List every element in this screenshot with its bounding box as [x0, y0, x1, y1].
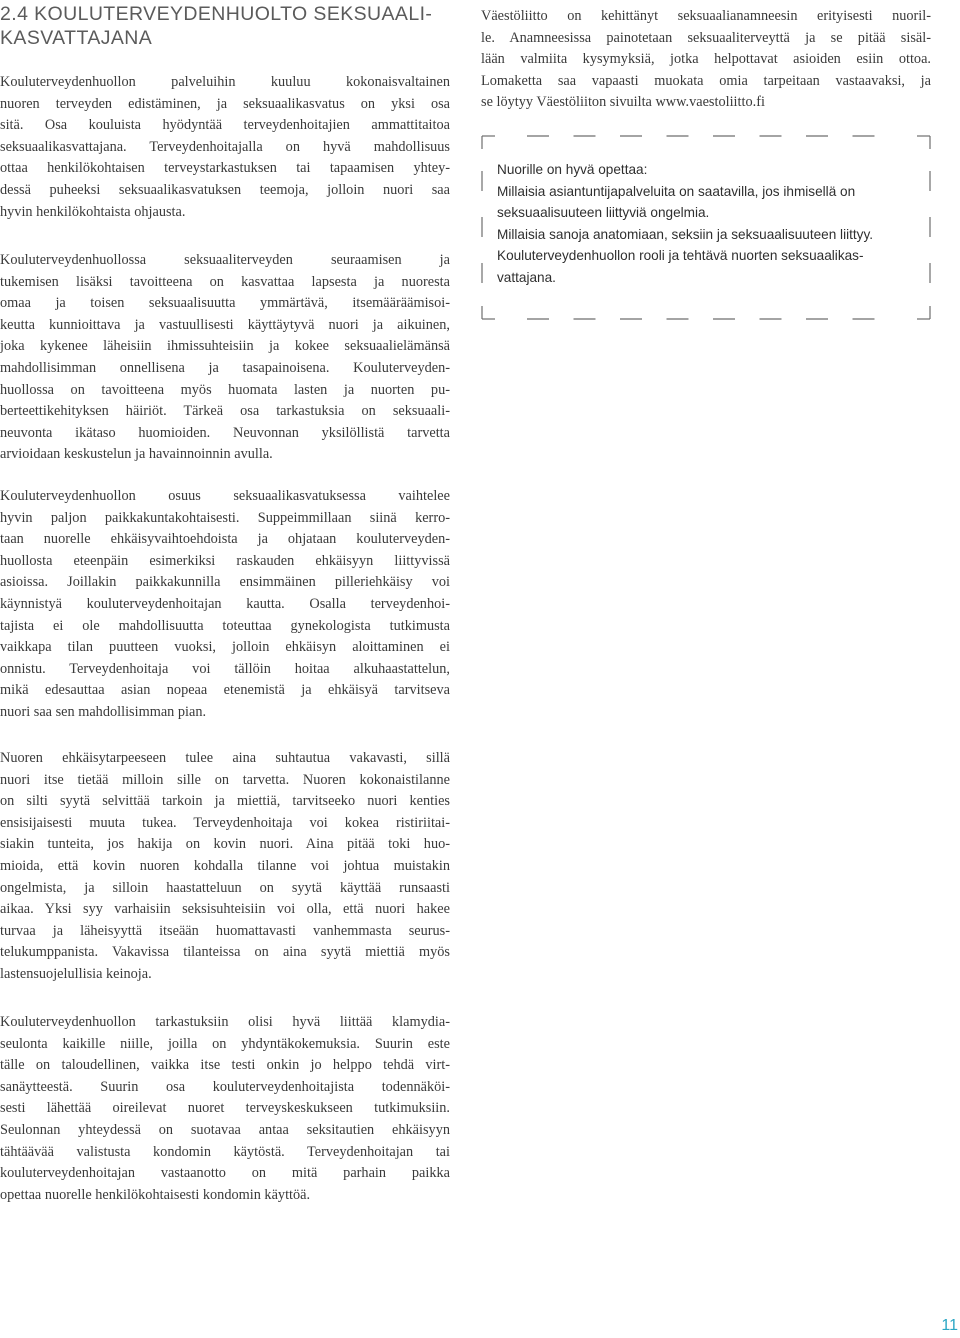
text-line: arvioidaan keskustelun ja havainnoinnin avulla. [0, 446, 273, 463]
body-paragraph [0, 486, 450, 724]
info-box-text [497, 159, 917, 288]
text-line: onnistu. Terveydenhoitaja voi tällöin hoitaa alkuhaastattelun, [0, 660, 450, 677]
heading-line: KASVATTAJANA [0, 27, 153, 49]
text-line: tukemisen lisäksi tavoitteena on kasvattaa lapsesta ja nuoresta [0, 273, 450, 290]
text-line: seulonta kaikille niille, joilla on yhdyntäkokemuksia. Suurin este [0, 1035, 450, 1052]
body-paragraph [0, 1012, 450, 1206]
text-line: ottaa henkilökohtaisen terveystarkastuksen tai tapaamisen yhtey- [0, 160, 450, 177]
page-number: 11 [941, 1317, 958, 1334]
text-line: Väestöliitto on kehittänyt seksuaalianamneesin erityisesti nuoril- [481, 8, 931, 24]
text-line: nuoren terveyden edistäminen, ja seksuaalikasvatus on yksi osa [0, 95, 450, 112]
text-line: seksuaalikasvattajana. Terveydenhoitajalla on hyvä mahdollisuus [0, 138, 450, 155]
text-line: se löytyy Väestöliiton sivuilta www.vaestoliitto.fi [481, 94, 765, 111]
info-box-line: Kouluterveydenhuollon rooli ja tehtävä nuorten seksuaalikas- [497, 248, 864, 263]
text-line: mahdollisimman onnellisena ja tasapainoisena. Kouluterveyden- [0, 359, 450, 376]
text-line: asioissa. Joillakin paikkakunnilla ensimmäinen pilleriehkäisy voi [0, 574, 450, 591]
text-line: joka kykenee läheisiin ihmissuhteisiin ja kokee seksuaalielämänsä [0, 338, 450, 355]
body-paragraph [0, 250, 450, 466]
text-line: omaa ja toisen seksuaalisuutta ymmärtävä, itsemääräämisoi- [0, 295, 450, 312]
info-box-line: Millaisia sanoja anatomiaan, seksiin ja seksuaalisuuteen liittyy. [497, 226, 874, 242]
text-line: käynnistyä kouluterveydenhoitajan kautta. Osalla terveydenhoi- [0, 595, 450, 612]
text-line: neuvonta ikätaso huomioiden. Neuvonnan yksilöllistä tarvetta [0, 424, 450, 441]
text-line: lään valmiita kysymyksiä, jotka helpottavat asioiden esiin ottoa. [481, 51, 931, 68]
info-box-line: seksuaalisuuteen liittyviä ongelmia. [497, 205, 710, 220]
text-line: taan nuorelle ehkäisyvaihtoehdoista ja ohjataan kouluterveyden- [0, 531, 450, 548]
text-line: siakin tunteita, jos hakija on kovin nuori. Aina pitää toki huo- [0, 836, 450, 853]
text-line: mioida, että kovin nuoren kohdalla tilanne voi johtua muistakin [0, 857, 450, 874]
info-box [481, 135, 931, 320]
text-line: Lomaketta saa vapaasti muokata omia tarpeitaan vastaavaksi, ja [481, 72, 931, 89]
info-box-line: vattajana. [497, 269, 556, 285]
body-paragraph [481, 6, 931, 114]
text-line: tähtäävää valistusta kondomin käytöstä. Terveydenhoitajan tai [0, 1143, 450, 1160]
info-box-line: Millaisia asiantuntijapalveluita on saatavilla, jos ihmisellä on [497, 183, 856, 199]
text-line: berteettikehityksen häiriöt. Tärkeä osa tarkastuksia on seksuaali- [0, 403, 450, 420]
text-line: Seulonnan yhteydessä on suotavaa antaa seksitautien ehkäisyyn [0, 1121, 450, 1138]
text-line: kouluterveydenhoitajan vastaanotto on mitä parhain paikka [0, 1165, 450, 1182]
text-line: sitä. Osa kouluista hyödyntää terveydenhoitajien ammattitaitoa [0, 117, 450, 134]
text-line: tälle on taloudellinen, vaikka itse testi onkin jo helppo tehdä virt- [0, 1057, 450, 1074]
text-line: dessä puheeksi seksuaalikasvatuksen teemoja, jolloin nuori saa [0, 181, 450, 198]
text-line: opettaa nuorelle henkilökohtaisesti kondomin käyttöä. [0, 1186, 311, 1203]
text-line: huollosta eteenpäin esimerkiksi raskauden ehkäisyyn liittyvissä [0, 552, 450, 569]
body-paragraph [0, 748, 450, 986]
text-line: le. Anamneesissa painotetaan seksuaaliterveyttä ja se pitää sisäl- [481, 29, 931, 46]
text-line: lastensuojelullisia keinoja. [0, 965, 152, 982]
text-line: keutta kunnioittava ja vastuullisesti käyttäytyvä nuori ja aikuinen, [0, 316, 450, 333]
info-box-title: Nuorille on hyvä opettaa: [497, 162, 648, 177]
text-line: nuori itse tietää milloin sille on tarvetta. Nuoren kokonaistilanne [0, 771, 450, 788]
text-line: Kouluterveydenhuollossa seksuaaliterveyden seuraamisen ja [0, 252, 450, 268]
text-line: sesti lähettää oireilevat nuoret terveyskeskukseen tutkimuksiin. [0, 1100, 450, 1117]
text-line: mikä edesauttaa asian nopeaa etenemistä ja ehkäisyä tarvitseva [0, 682, 450, 699]
text-line: Nuoren ehkäisytarpeeseen tulee aina suhtautua vakavasti, sillä [0, 750, 450, 766]
text-line: tajista ei ole mahdollisuutta toteuttaa gynekologista tutkimusta [0, 617, 450, 634]
text-line: Kouluterveydenhuollon osuus seksuaalikasvatuksessa vaihtelee [0, 488, 450, 504]
text-line: sanäytteestä. Suurin osa kouluterveydenhoitajista todennäköi- [0, 1078, 450, 1095]
text-line: hyvin henkilökohtaista ohjausta. [0, 203, 186, 220]
section-heading [0, 2, 452, 50]
heading-line: 2.4 KOULUTERVEYDENHUOLTO SEKSUAALI- [0, 3, 433, 25]
text-line: on silti syytä selvittää tarkoin ja miettiä, tarvitseeko nuori kenties [0, 793, 450, 810]
text-line: turvaa ja läheisyyttä itseään huomattavasti vanhemmasta seurus- [0, 922, 450, 939]
body-paragraph [0, 72, 450, 223]
text-line: aikaa. Yksi syy varhaisiin seksisuhteisiin voi olla, että nuori hakee [0, 901, 450, 918]
text-line: huollossa on tavoitteena myös huomata lasten ja nuorten pu- [0, 381, 450, 398]
text-line: hyvin paljon paikkakuntakohtaisesti. Suppeimmillaan siinä kerro- [0, 509, 450, 526]
text-line: nuori saa sen mahdollisimman pian. [0, 703, 207, 720]
text-line: telukumppanista. Vakavissa tilanteissa on aina syytä miettiä myös [0, 944, 450, 961]
text-line: ongelmista, ja silloin haastatteluun on syytä käyttää runsaasti [0, 879, 450, 896]
text-line: Kouluterveydenhuollon tarkastuksiin olisi hyvä liittää klamydia- [0, 1014, 450, 1030]
text-line: ensisijaisesti muuta tukea. Terveydenhoitaja voi kokea ristiriitai- [0, 814, 450, 831]
text-line: vaikkapa tilan puutteen vuoksi, jolloin ehkäisyn aloittaminen ei [0, 639, 450, 656]
text-line: Kouluterveydenhuollon palveluihin kuuluu kokonaisvaltainen [0, 74, 450, 90]
